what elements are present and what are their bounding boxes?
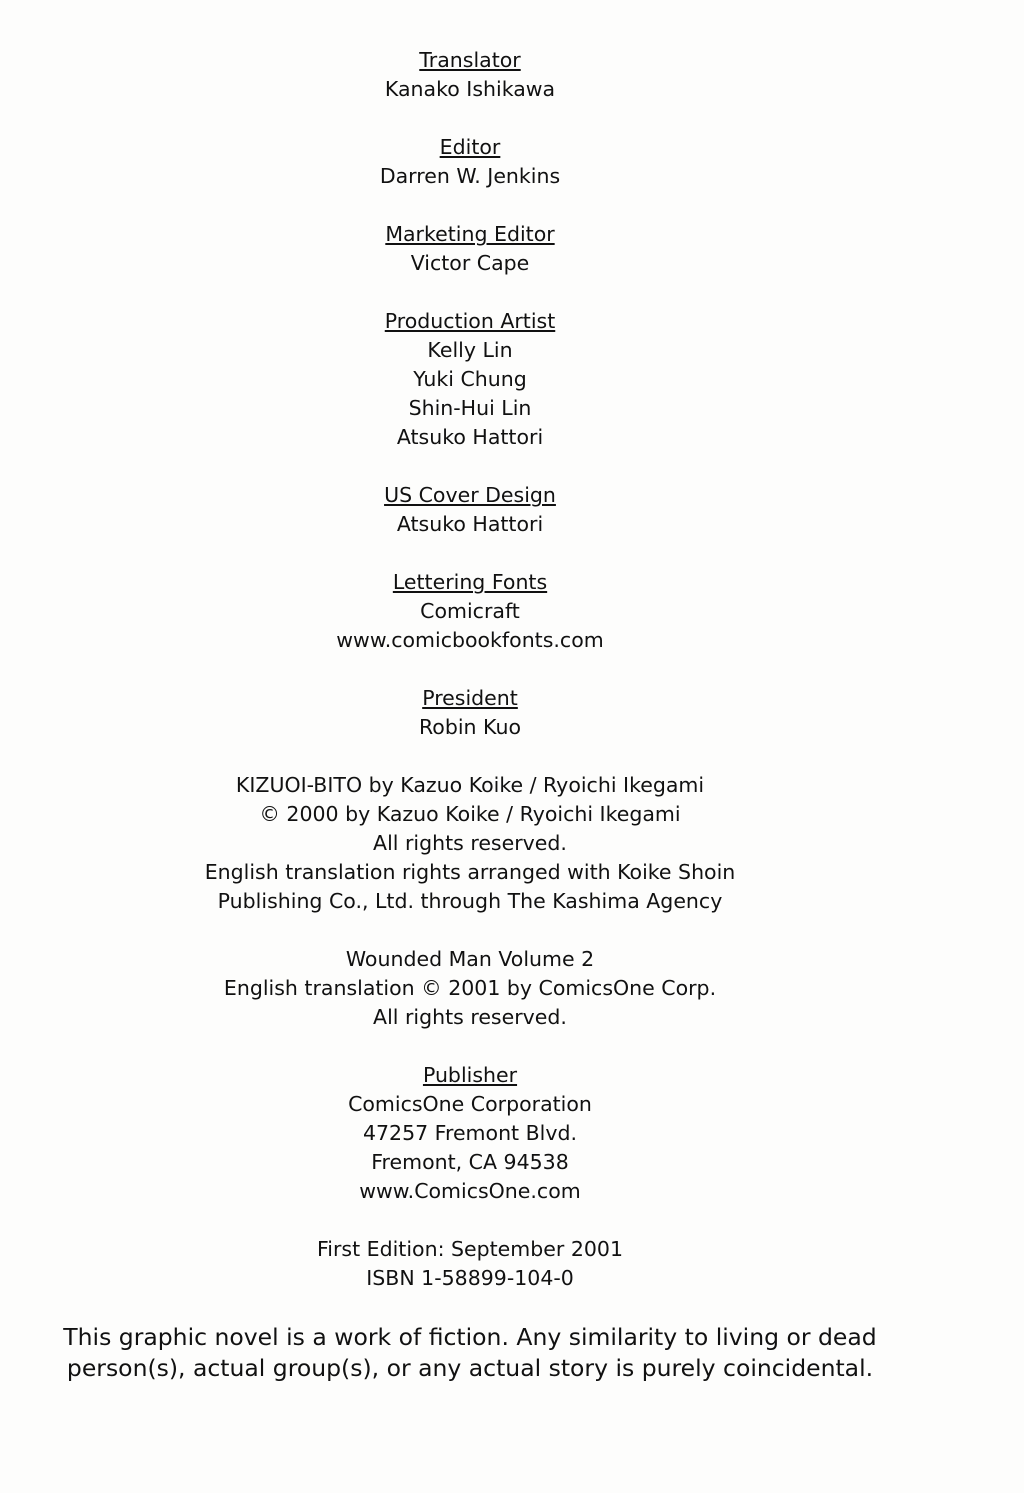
- publisher-website: www.ComicsOne.com: [359, 1179, 581, 1203]
- credit-role: Translator: [419, 48, 521, 72]
- fiction-disclaimer: [0, 1322, 940, 1384]
- publisher-city: Fremont, CA 94538: [371, 1150, 569, 1174]
- credit-lettering-fonts: [0, 568, 940, 655]
- credit-name: Atsuko Hattori: [396, 512, 544, 536]
- copyright-line: English translation rights arranged with Koike Shoin: [204, 860, 736, 884]
- credit-president: [0, 684, 940, 742]
- credit-name: Comicraft: [420, 599, 520, 623]
- copyright-line: © 2000 by Kazuo Koike / Ryoichi Ikegami: [259, 802, 681, 826]
- copyright-line: Publishing Co., Ltd. through The Kashima Agency: [217, 889, 723, 913]
- copyright-line: English translation © 2001 by ComicsOne Corp.: [223, 976, 717, 1000]
- credit-name: Shin-Hui Lin: [408, 396, 532, 420]
- credit-name: Darren W. Jenkins: [379, 164, 561, 188]
- original-copyright: [0, 771, 940, 916]
- publisher-name: ComicsOne Corporation: [348, 1092, 592, 1116]
- credit-name: Kelly Lin: [427, 338, 513, 362]
- credit-role: Lettering Fonts: [392, 570, 548, 594]
- publisher-street: 47257 Fremont Blvd.: [362, 1121, 578, 1145]
- credit-role: President: [422, 686, 518, 710]
- credit-marketing-editor: [0, 220, 940, 278]
- edition-date: First Edition: September 2001: [316, 1237, 623, 1261]
- credit-role: Editor: [439, 135, 501, 159]
- credit-role: Marketing Editor: [385, 222, 555, 246]
- credit-name: Robin Kuo: [418, 715, 522, 739]
- credit-name: Yuki Chung: [413, 367, 527, 391]
- credit-name: Atsuko Hattori: [396, 425, 544, 449]
- credit-editor: [0, 133, 940, 191]
- credit-name: Kanako Ishikawa: [384, 77, 556, 101]
- copyright-line: All rights reserved.: [373, 831, 567, 855]
- publisher-heading: Publisher: [422, 1063, 518, 1087]
- copyright-line: All rights reserved.: [373, 1005, 567, 1029]
- volume-title: Wounded Man Volume 2: [345, 947, 595, 971]
- credits-column: [0, 46, 940, 1322]
- edition-block: [0, 1235, 940, 1293]
- credit-production-artist: [0, 307, 940, 452]
- credit-cover-design: [0, 481, 940, 539]
- credit-role: Production Artist: [384, 309, 556, 333]
- disclaimer-line: person(s), actual group(s), or any actual story is purely coincidental.: [66, 1354, 874, 1382]
- credit-translator: [0, 46, 940, 104]
- copyright-line: KIZUOI-BITO by Kazuo Koike / Ryoichi Ikegami: [235, 773, 705, 797]
- credit-role: US Cover Design: [384, 483, 556, 507]
- credit-name: Victor Cape: [410, 251, 530, 275]
- translation-copyright: [0, 945, 940, 1032]
- credit-website: www.comicbookfonts.com: [336, 628, 604, 652]
- publisher-block: [0, 1061, 940, 1206]
- isbn: ISBN 1-58899-104-0: [366, 1266, 574, 1290]
- disclaimer-line: This graphic novel is a work of fiction. Any similarity to living or dead: [63, 1323, 877, 1351]
